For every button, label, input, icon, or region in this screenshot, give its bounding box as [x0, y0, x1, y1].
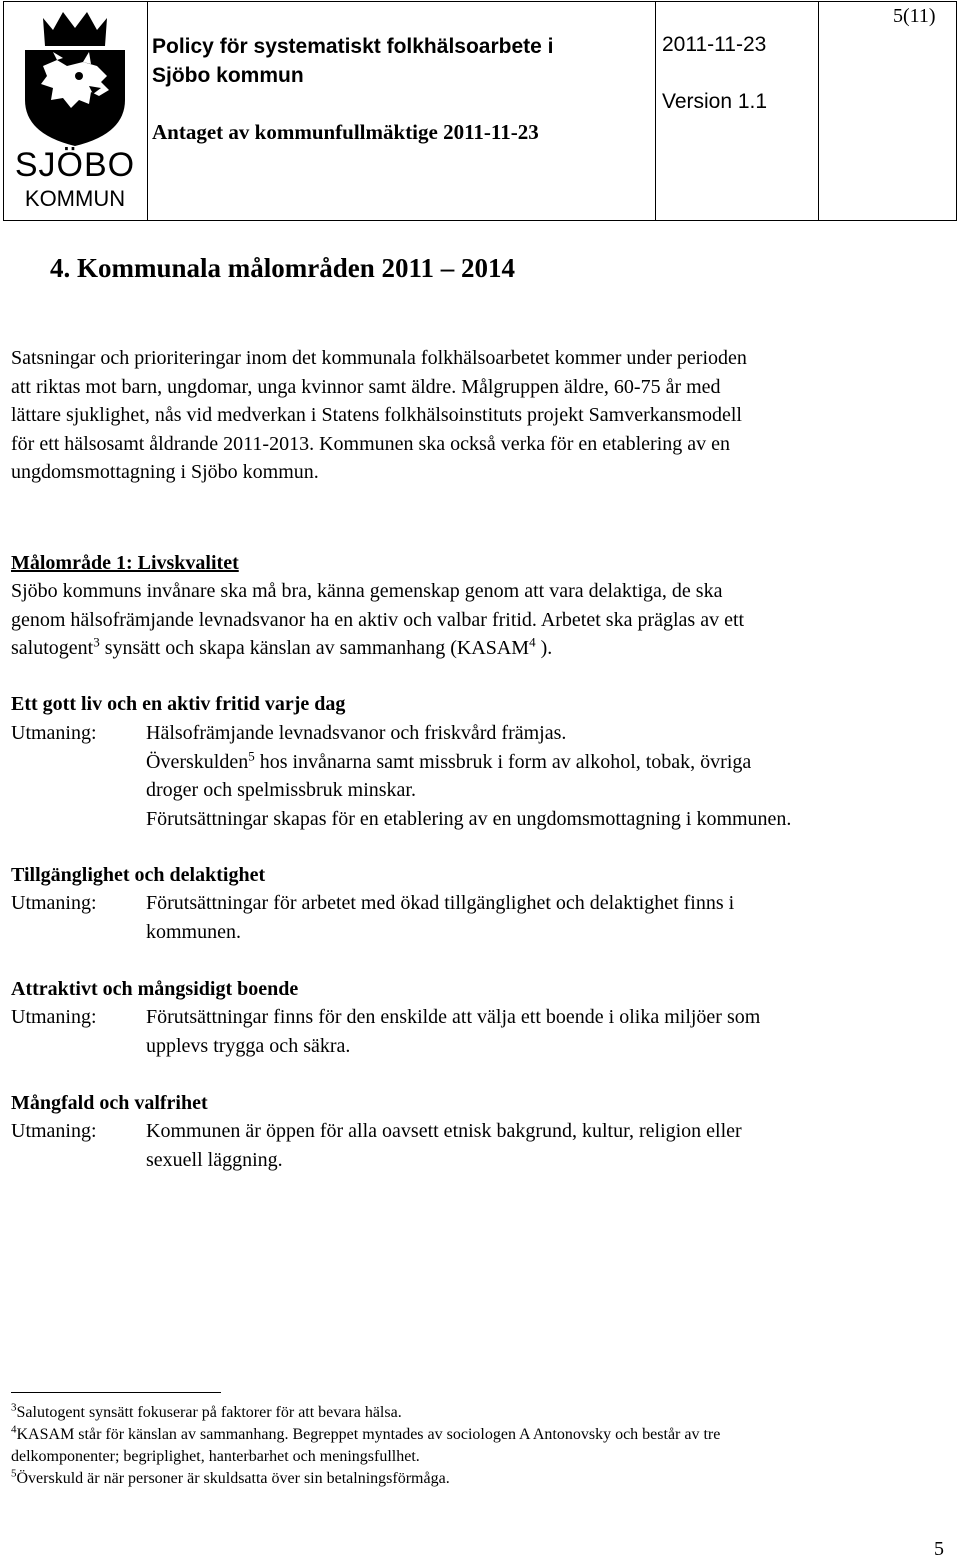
header-divider — [818, 1, 819, 221]
footnote — [11, 1446, 720, 1468]
challenge-line: Förutsättningar skapas för en etablering av en ungdomsmottagning i kommunen. — [146, 807, 792, 830]
goal-title: Målområde 1: Livskvalitet — [11, 552, 239, 574]
text-fragment: hos invånarna samt missbruk i form av alkohol, tobak, övriga — [254, 750, 752, 773]
challenge-text — [146, 889, 734, 946]
challenge-label: Utmaning: — [11, 722, 97, 744]
intro-paragraph — [11, 344, 747, 487]
subgoal-title: Tillgänglighet och delaktighet — [11, 864, 266, 886]
intro-line: att riktas mot barn, ungdomar, unga kvinnor samt äldre. Målgruppen äldre, 60-75 år med — [11, 375, 721, 398]
challenge-line: Förutsättningar finns för den enskilde att välja ett boende i olika miljöer som — [146, 1006, 761, 1028]
municipality-logo — [5, 4, 145, 218]
challenge-text — [146, 719, 791, 833]
challenge-line — [146, 748, 791, 777]
footnote-ref: 5 — [248, 747, 255, 763]
text-fragment: synsätt och skapa känslan av sammanhang (KASAM — [99, 637, 530, 660]
challenge-text — [146, 1117, 742, 1174]
coat-of-arms-icon — [5, 4, 145, 218]
footnote-ref: 4 — [529, 634, 536, 650]
footnote-ref: 3 — [93, 634, 100, 650]
footnote-text: Överskuld är när personer är skuldsatta över sin betalningsförmåga. — [16, 1470, 450, 1487]
intro-line: Satsningar och prioriteringar inom det kommunala folkhälsoarbetet kommer under perioden — [11, 347, 747, 369]
footnote — [11, 1468, 720, 1490]
document-title-line1: Policy för systematiskt folkhälsoarbete i — [152, 35, 554, 58]
header-divider — [655, 1, 656, 221]
challenge-block — [11, 1117, 951, 1177]
challenge-block — [11, 719, 951, 839]
goal-line — [11, 634, 744, 663]
footnote-number: 5 — [11, 1467, 17, 1480]
intro-line: för ett hälsosamt åldrande 2011-2013. Kommunen ska också verka för en etablering av en — [11, 432, 731, 455]
footnote-text: Salutogent synsätt fokuserar på faktorer för att bevara hälsa. — [16, 1404, 402, 1421]
challenge-block — [11, 1003, 951, 1063]
goal-line: Sjöbo kommuns invånare ska må bra, känna gemenskap genom att vara delaktiga, de ska — [11, 580, 723, 602]
text-fragment: ). — [535, 637, 553, 660]
section-heading: 4. Kommunala målområden 2011 – 2014 — [50, 253, 516, 283]
footnote — [11, 1424, 720, 1446]
logo-text-bottom: KOMMUN — [24, 186, 126, 211]
goal-line: genom hälsofrämjande levnadsvanor ha en aktiv och valbar fritid. Arbetet ska präglas av ett — [11, 608, 745, 631]
document-title-line2: Sjöbo kommun — [152, 64, 304, 87]
goal-description — [11, 577, 744, 663]
adoption-note: Antaget av kommunfullmäktige 2011-11-23 — [152, 120, 539, 144]
subgoal-title: Attraktivt och mångsidigt boende — [11, 978, 299, 1000]
challenge-line: upplevs trygga och säkra. — [146, 1034, 351, 1057]
challenge-line: kommunen. — [146, 920, 241, 943]
text-fragment: Överskulden — [146, 750, 249, 773]
footnote-text: KASAM står för känslan av sammanhang. Begreppet myntades av sociologen A Antonovsky och består av tre — [16, 1426, 721, 1443]
intro-line: ungdomsmottagning i Sjöbo kommun. — [11, 461, 319, 484]
challenge-line: Förutsättningar för arbetet med ökad tillgänglighet och delaktighet finns i — [146, 892, 735, 914]
footnote-separator — [11, 1392, 221, 1393]
challenge-label: Utmaning: — [11, 1006, 97, 1028]
logo-text-top: SJÖBO — [14, 146, 136, 184]
challenge-label: Utmaning: — [11, 892, 97, 914]
challenge-line: droger och spelmissbruk minskar. — [146, 779, 416, 802]
header-divider — [147, 1, 148, 221]
challenge-text — [146, 1003, 760, 1060]
challenge-block — [11, 889, 951, 949]
subgoal-title: Ett gott liv och en aktiv fritid varje dag — [11, 693, 346, 715]
page-indicator: 5(11) — [893, 5, 936, 27]
challenge-line: sexuell läggning. — [146, 1148, 283, 1171]
footnote-text: delkomponenter; begriplighet, hanterbarhet och meningsfullhet. — [11, 1448, 420, 1465]
footnotes — [11, 1402, 720, 1490]
footnote-number: 4 — [11, 1423, 17, 1436]
challenge-line: Hälsofrämjande levnadsvanor och friskvård främjas. — [146, 722, 567, 744]
document-date: 2011-11-23 — [662, 33, 767, 56]
intro-line: lättare sjuklighet, nås vid medverkan i Statens folkhälsoinstituts projekt Samverkansmodell — [11, 404, 742, 427]
document-version: Version 1.1 — [662, 90, 768, 113]
challenge-label: Utmaning: — [11, 1120, 97, 1142]
footnote — [11, 1402, 720, 1424]
challenge-line: Kommunen är öppen för alla oavsett etnisk bakgrund, kultur, religion eller — [146, 1120, 742, 1142]
footnote-number: 3 — [11, 1401, 17, 1414]
subgoal-title: Mångfald och valfrihet — [11, 1092, 208, 1114]
text-fragment: salutogent — [11, 637, 94, 660]
page-number: 5 — [934, 1538, 944, 1560]
